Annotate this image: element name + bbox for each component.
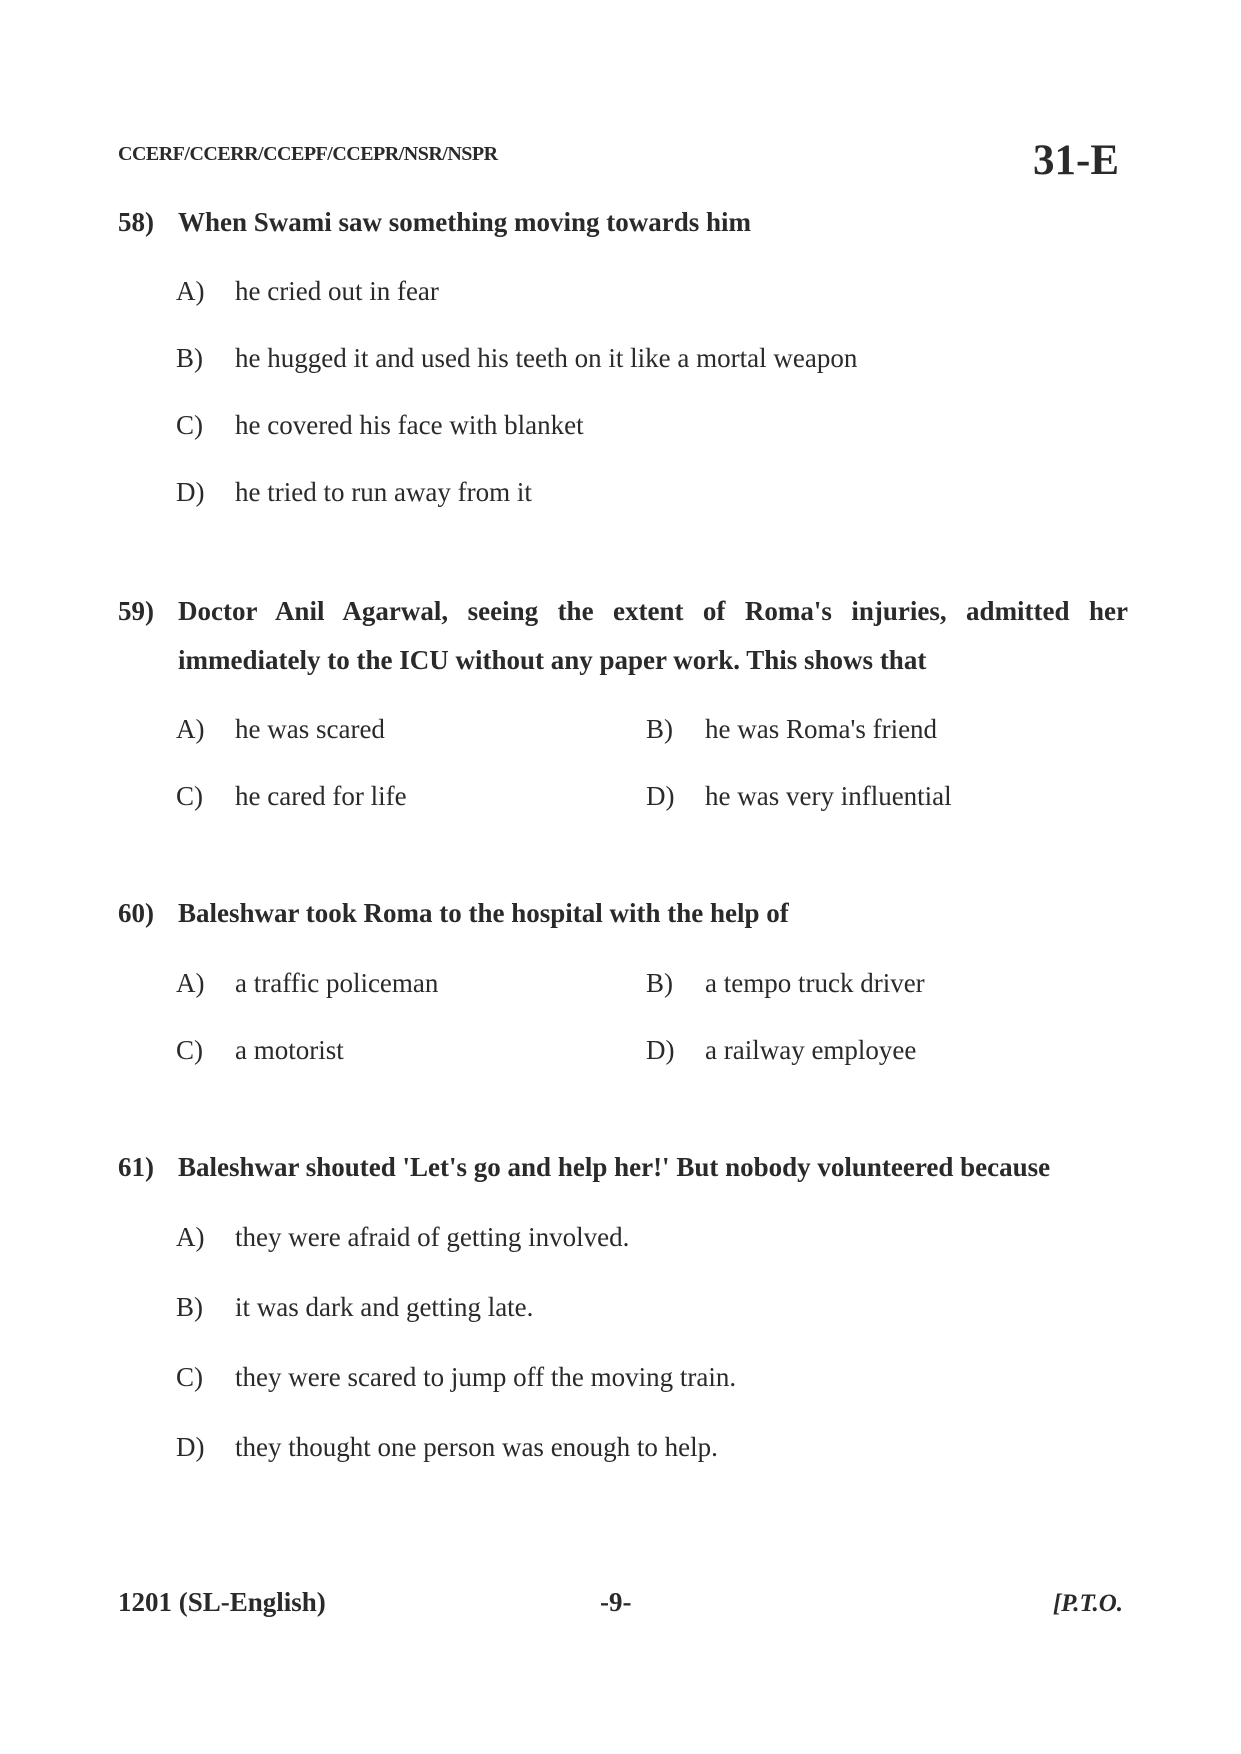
option-text: he covered his face with blanket [235, 410, 584, 440]
question-number: 58) [118, 207, 154, 237]
option-label: B) [646, 968, 673, 998]
question-number: 61) [118, 1152, 154, 1182]
option-text: he was Roma's friend [705, 714, 938, 744]
option-text: they were scared to jump off the moving train. [235, 1362, 737, 1392]
footer-pto: [P.T.O. [1052, 1590, 1123, 1617]
question-text: When Swami saw something moving towards him [178, 207, 752, 237]
option-label: B) [176, 343, 203, 373]
question-number: 60) [118, 898, 154, 928]
option-label: C) [176, 410, 203, 440]
footer-exam-code: 1201 (SL-English) [118, 1587, 326, 1617]
option-text: he was scared [235, 714, 385, 744]
page-number: -9- [600, 1587, 632, 1617]
option-text: he hugged it and used his teeth on it like a mortal weapon [235, 343, 858, 373]
option-label: C) [176, 1035, 203, 1065]
option-label: A) [176, 1222, 205, 1252]
option-text: it was dark and getting late. [235, 1292, 534, 1322]
option-label: D) [176, 477, 205, 507]
paper-code: 31-E [1033, 137, 1119, 184]
option-label: C) [176, 1362, 203, 1392]
option-label: A) [176, 968, 205, 998]
question-58 [118, 198, 1128, 247]
question-text: Baleshwar took Roma to the hospital with the help of [178, 898, 789, 928]
option-text: he was very influential [705, 781, 952, 811]
question-text: Doctor Anil Agarwal, seeing the extent of Roma's injuries, admitted her immediately to the ICU without any paper work. This shows that [178, 596, 1128, 675]
option-label: B) [646, 714, 673, 744]
option-label: D) [176, 1432, 205, 1462]
option-text: he cared for life [235, 781, 407, 811]
question-number: 59) [118, 596, 154, 626]
option-label: B) [176, 1292, 203, 1322]
question-59 [118, 587, 1128, 685]
question-text: Baleshwar shouted 'Let's go and help her!' But nobody volunteered because [178, 1152, 1051, 1182]
option-label: D) [646, 1035, 675, 1065]
option-label: A) [176, 276, 205, 306]
option-text: a railway employee [705, 1035, 917, 1065]
option-label: D) [646, 781, 675, 811]
option-text: a tempo truck driver [705, 968, 925, 998]
option-text: he tried to run away from it [235, 477, 532, 507]
option-text: he cried out in fear [235, 276, 439, 306]
question-61 [118, 1143, 1128, 1192]
option-text: a traffic policeman [235, 968, 439, 998]
option-label: C) [176, 781, 203, 811]
option-text: they were afraid of getting involved. [235, 1222, 630, 1252]
header-code: CCERF/CCERR/CCEPF/CCEPR/NSR/NSPR [118, 143, 498, 165]
question-60 [118, 889, 1128, 938]
option-label: A) [176, 714, 205, 744]
option-text: a motorist [235, 1035, 344, 1065]
option-text: they thought one person was enough to help. [235, 1432, 718, 1462]
